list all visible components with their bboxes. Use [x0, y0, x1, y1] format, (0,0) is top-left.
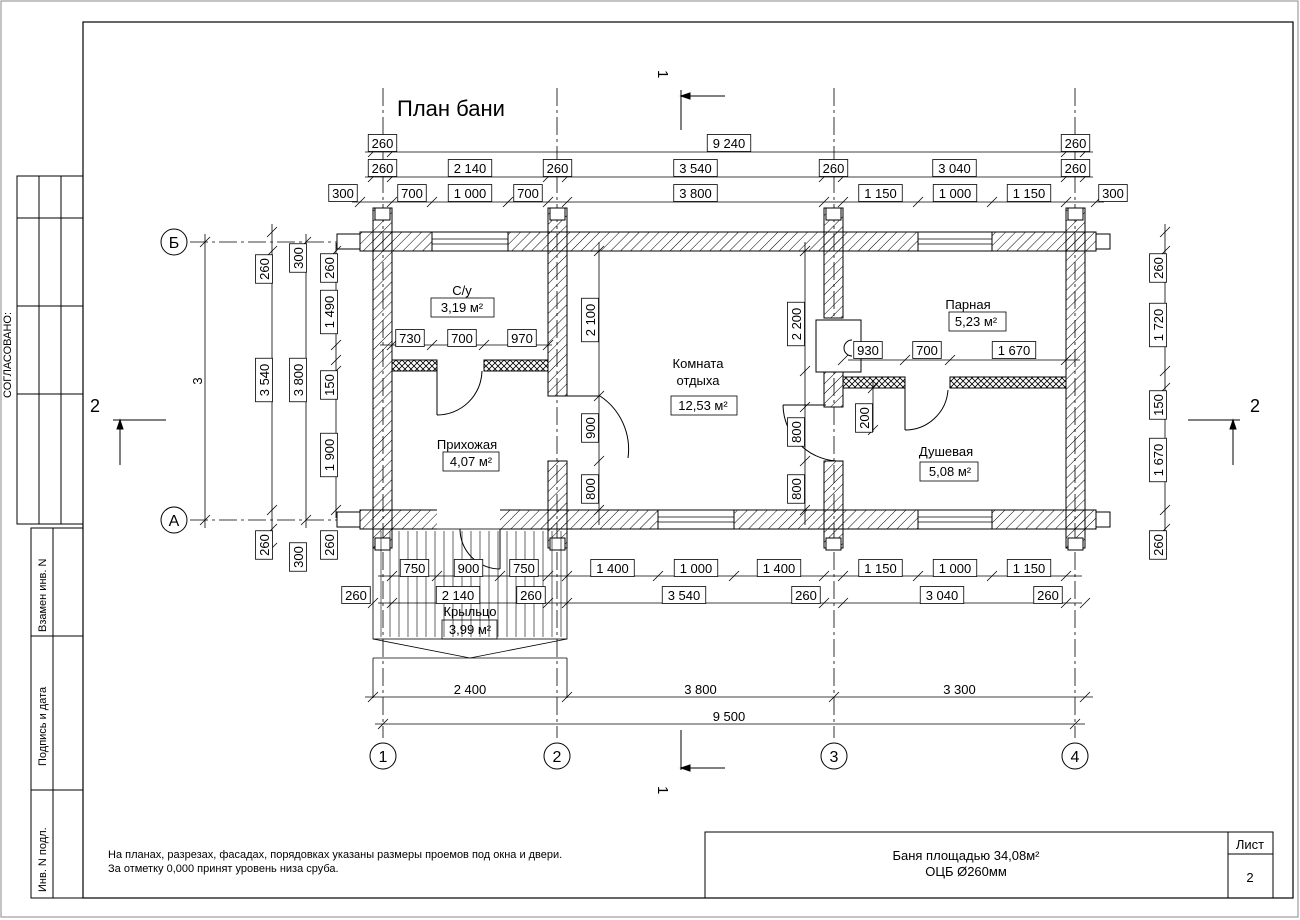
- dimension-label: [436, 587, 480, 604]
- dimension-value: 1 400: [596, 561, 629, 576]
- dimension-value: 1 000: [679, 561, 713, 576]
- room-name-hall: Прихожая: [436, 437, 498, 452]
- dimension-value: 3 040: [925, 588, 959, 603]
- dimension-label: [819, 160, 848, 177]
- dimension-label: [933, 160, 977, 177]
- dimension-label: [368, 135, 397, 152]
- dimension-label: [448, 185, 492, 202]
- dimension-label: [933, 185, 977, 202]
- dimension-value: 9 240: [712, 136, 746, 151]
- axis-label-A: А: [168, 513, 180, 530]
- sheet-number: 2: [1246, 870, 1254, 885]
- dimension-label: [190, 377, 205, 384]
- dimension-value: 1 150: [864, 561, 897, 576]
- dimension-value: 260: [520, 588, 542, 603]
- dimension-label: [1150, 391, 1167, 420]
- dimension-value: 800: [583, 478, 598, 500]
- dimension-label: [321, 531, 338, 560]
- dimension-value: 260: [1064, 136, 1087, 151]
- dimension-value: 1 000: [453, 186, 487, 201]
- room-name-steam: Парная: [945, 297, 991, 312]
- axis-label-4: 4: [1070, 749, 1080, 766]
- room-area-steam: 5,23 м²: [954, 314, 998, 329]
- plan-title: План бани: [397, 96, 505, 121]
- dimension-label: [321, 254, 338, 283]
- dimension-value: 2 140: [453, 161, 487, 176]
- dimension-value: 300: [291, 247, 306, 269]
- dimension-value: 260: [371, 161, 394, 176]
- axis-label-B: Б: [168, 235, 180, 252]
- dimension-value: 1 900: [322, 438, 337, 472]
- dimension-value: 260: [546, 161, 569, 176]
- dimension-label: [913, 342, 942, 359]
- dimension-value: 700: [517, 186, 539, 201]
- dimension-value: 700: [916, 343, 938, 358]
- section-1-bottom-label: 1: [654, 786, 671, 795]
- dimension-value: 260: [257, 534, 272, 556]
- dimension-label: [329, 185, 358, 202]
- dimension-value: 3 300: [943, 682, 976, 697]
- section-2-right-label: 2: [1250, 396, 1261, 416]
- dimension-value: 300: [332, 186, 354, 201]
- dimension-value: 260: [257, 258, 272, 280]
- note-line-2: За отметку 0,000 принят уровень низа сруба.: [108, 863, 339, 875]
- room-area-porch: 3,99 м²: [448, 622, 492, 637]
- dimension-value: 260: [795, 588, 817, 603]
- dimension-label: [856, 404, 873, 433]
- dimension-label: [256, 358, 273, 402]
- dimension-value: 260: [371, 136, 394, 151]
- dimension-label: [508, 330, 537, 347]
- dimension-label: [321, 433, 338, 477]
- dimension-label: [1099, 185, 1128, 202]
- dimension-label: [1061, 160, 1090, 177]
- dimension-value: 1 400: [762, 561, 796, 576]
- approval-stamp: [17, 176, 83, 524]
- dimension-value: 150: [322, 374, 337, 396]
- title-block-name: Баня площадью 34,08м²: [892, 848, 1040, 863]
- room-name-rest-2: отдыха: [676, 373, 720, 388]
- dimension-value: 2 400: [453, 682, 487, 697]
- dimension-value: 3 540: [667, 588, 701, 603]
- room-name-porch: Крыльцо: [443, 604, 497, 619]
- title-block-material: ОЦБ Ø260мм: [925, 864, 1007, 879]
- dimension-label: [396, 330, 425, 347]
- dimension-value: 150: [1151, 394, 1166, 416]
- entrance-opening: [437, 509, 500, 531]
- dimension-label: [582, 475, 599, 504]
- dimension-label: [1150, 254, 1167, 283]
- dimension-value: 9 500: [712, 709, 746, 724]
- dimension-label: [290, 543, 307, 572]
- dimension-value: 260: [345, 588, 367, 603]
- room-name-shower: Душевая: [918, 444, 974, 459]
- room-area-rest: 12,53 м²: [678, 398, 728, 413]
- dimension-label: [514, 185, 543, 202]
- dimension-value: 1 000: [938, 186, 972, 201]
- dimension-labels: [190, 135, 1167, 725]
- stamp-sign-date-label: Подпись и дата: [37, 686, 49, 766]
- dimension-label: [543, 160, 572, 177]
- dimension-label: [662, 587, 706, 604]
- dimension-label: [788, 475, 805, 504]
- dimension-label: [684, 682, 717, 697]
- dimension-value: 1 150: [864, 186, 897, 201]
- stamp-inv-orig-label: Инв. N подл.: [37, 827, 49, 892]
- dimension-value: 3 800: [291, 363, 306, 397]
- dimension-value: 3 040: [938, 161, 971, 176]
- dimension-value: 2 100: [583, 303, 598, 337]
- dimension-value: 2 200: [789, 307, 804, 341]
- dimension-value: 930: [857, 343, 879, 358]
- axis-label-3: 3: [829, 749, 839, 766]
- dimension-label: [448, 330, 477, 347]
- dimension-value: 750: [403, 561, 426, 576]
- dimension-label: [788, 418, 805, 447]
- dimension-label: [342, 587, 371, 604]
- dimension-label: [792, 587, 821, 604]
- dimension-value: 260: [322, 534, 337, 556]
- dimension-value: 3 540: [679, 161, 712, 176]
- dimension-label: [368, 160, 397, 177]
- dimension-value: 260: [1151, 534, 1166, 556]
- dimension-value: 1 490: [322, 295, 337, 329]
- dimension-label: [398, 185, 427, 202]
- dimension-value: 3 540: [257, 363, 272, 397]
- stamp-agreed-label: СОГЛАСОВАНО:: [2, 311, 14, 398]
- dimension-label: [859, 560, 903, 577]
- dimension-label: [713, 709, 746, 724]
- stamp-replaced-label: Взамен инв. N: [37, 558, 49, 632]
- dimension-label: [256, 531, 273, 560]
- dimension-value: 3 800: [679, 186, 712, 201]
- dimension-value: 260: [822, 161, 845, 176]
- dimension-label: [1034, 587, 1063, 604]
- dimension-label: [400, 560, 429, 577]
- section-1-top-label: 1: [654, 70, 671, 79]
- dimension-label: [992, 342, 1036, 359]
- dimension-label: [788, 302, 805, 346]
- dimension-value: 1 720: [1151, 308, 1166, 342]
- dimension-label: [290, 244, 307, 273]
- dimension-label: [933, 560, 977, 577]
- dimension-label: [1150, 438, 1167, 482]
- dimension-label: [448, 160, 492, 177]
- dimension-label: [707, 135, 751, 152]
- sheet-label: Лист: [1235, 837, 1265, 852]
- room-area-bathroom: 3,19 м²: [440, 300, 484, 315]
- dimension-value: 700: [451, 331, 473, 346]
- dimension-label: [321, 371, 338, 400]
- axis-label-1: 1: [378, 749, 388, 766]
- dimension-label: [854, 342, 883, 359]
- dimension-label: [517, 587, 546, 604]
- note-line-1: На планах, разрезах, фасадах, порядовках указаны размеры проемов под окна и двери.: [108, 849, 563, 861]
- dimension-value: 3: [190, 377, 205, 385]
- dimension-label: [920, 587, 964, 604]
- dimension-label: [943, 682, 976, 697]
- dimension-label: [674, 185, 718, 202]
- dimension-label: [454, 682, 487, 697]
- dimension-label: [674, 560, 718, 577]
- dimension-value: 900: [583, 417, 598, 439]
- dimension-value: 2 140: [441, 588, 475, 603]
- dimension-label: [1150, 531, 1167, 560]
- dimension-label: [510, 560, 539, 577]
- dimension-value: 1 150: [1012, 561, 1046, 576]
- dimension-value: 800: [789, 478, 804, 500]
- dimension-value: 900: [457, 561, 480, 576]
- dimension-label: [1007, 185, 1051, 202]
- room-name-rest: Комната: [672, 356, 724, 371]
- axis-label-2: 2: [552, 749, 562, 766]
- room-name-bathroom: С/у: [452, 283, 472, 298]
- dimension-label: [1150, 303, 1167, 347]
- room-area-shower: 5,08 м²: [928, 464, 972, 479]
- section-2-left-label: 2: [90, 396, 101, 416]
- dimension-label: [674, 160, 718, 177]
- dimension-value: 970: [511, 331, 533, 346]
- dimension-label: [290, 358, 307, 402]
- dimension-value: 200: [857, 407, 872, 429]
- dimension-value: 300: [1102, 186, 1124, 201]
- dimension-value: 1 000: [938, 561, 972, 576]
- dimension-value: 730: [399, 331, 421, 346]
- partitions: [392, 360, 1066, 388]
- dimension-label: [582, 298, 599, 342]
- dimension-label: [757, 560, 801, 577]
- dimension-label: [582, 414, 599, 443]
- dimension-value: 260: [1037, 588, 1059, 603]
- dimension-value: 700: [401, 186, 423, 201]
- dimension-value: 800: [789, 421, 804, 443]
- dimension-value: 750: [513, 561, 535, 576]
- dimension-value: 260: [322, 257, 337, 279]
- dimension-label: [1061, 135, 1090, 152]
- dimension-value: 260: [1151, 257, 1166, 279]
- dimension-value: 1 150: [1012, 186, 1046, 201]
- dimension-label: [1007, 560, 1051, 577]
- dimension-value: 1 670: [997, 343, 1031, 358]
- dimension-label: [256, 255, 273, 284]
- dimension-value: 260: [1064, 161, 1087, 176]
- sheet-frame: [1, 1, 1298, 917]
- dimension-value: 3 800: [684, 682, 717, 697]
- dimension-label: [321, 290, 338, 334]
- dimension-value: 1 670: [1151, 443, 1166, 477]
- dimension-value: 300: [291, 546, 306, 568]
- dimension-label: [454, 560, 483, 577]
- room-area-hall: 4,07 м²: [449, 454, 493, 469]
- dimension-label: [591, 560, 635, 577]
- dimension-label: [859, 185, 903, 202]
